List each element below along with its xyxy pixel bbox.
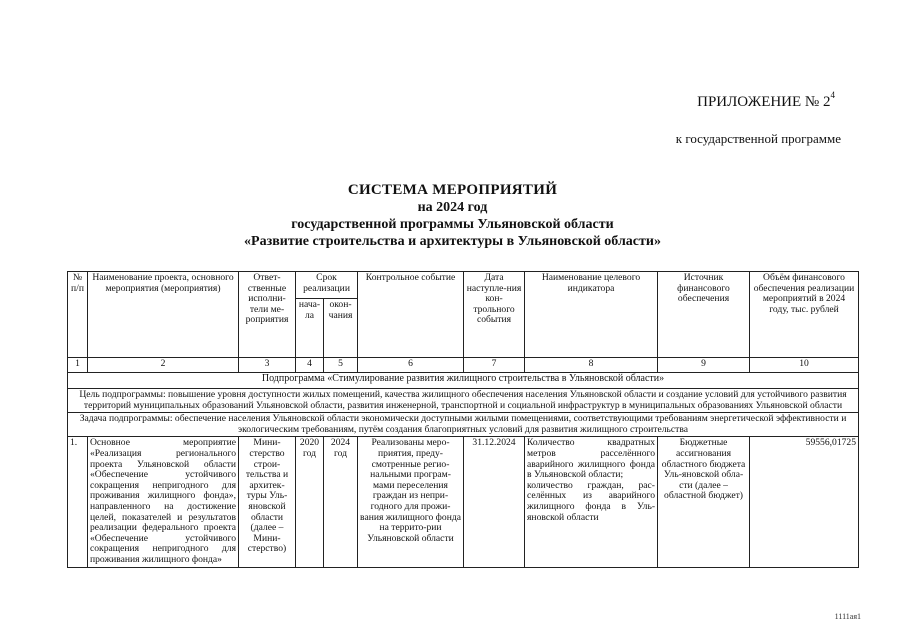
subprogram-goal: Цель подпрограммы: повышение уровня доступности жилых помещений, качества жилищного обеспечения населения Ульяновской области и создание условий для устойчивого развития территорий муниципальных образований Ульяновской области, развития инженерной, транспортной и социальной инфраструктур в муниципальных образованиях Ульяновской области [68,389,859,413]
appendix-superscript: 4 [830,90,835,100]
row-date: 31.12.2024 [464,437,525,567]
header-source: Источник финансового обеспечения [658,272,750,358]
subprogram-title: Подпрограмма «Стимулирование развития жилищного строительства в Ульяновской области» [68,373,859,389]
row-end: 2024 год [324,437,358,567]
column-number: 2 [88,358,239,373]
row-indicator [525,437,658,567]
header-amount: Объём финансового обеспечения реализации мероприятий в 2024 году, тыс. рублей [750,272,859,358]
task-row [68,413,859,437]
row-indicator-1: Количество квадратных метров расселённого аварийного жилищного фонда в Ульяновской области; [527,437,656,481]
header-num: № п/п [68,272,88,358]
title-line-2: на 2024 год [417,200,488,215]
events-table [67,271,859,568]
appendix-label: ПРИЛОЖЕНИЕ № $2^4$ [697,90,835,110]
header-row [68,272,859,299]
header-start: нача-ла [296,299,324,358]
row-start: 2020 год [296,437,324,567]
column-number: 6 [358,358,464,373]
header-responsible: Ответ-ственные исполни-тели ме-роприятия [239,272,296,358]
header-indicator: Наименование целевого индикатора [525,272,658,358]
goal-row [68,389,859,413]
header-event: Контрольное событие [358,272,464,358]
subprogram-row [68,373,859,389]
subprogram-task: Задача подпрограммы: обеспечение населения Ульяновской области экономически доступными жилыми помещениями, соответствующими требованиям энергетической эффективности и экологическим требованиям, путём создания благоприятных условий для развития жилищного строительства [68,413,859,437]
row-event: Реализованы меро-приятия, преду-смотренные регио-нальными програм-мами переселения граждан из непри-годного для прожи-вания жилищного фонда на террито-рии Ульяновской области [358,437,464,567]
row-amount: 59556,01725 [750,437,859,567]
column-number: 1 [68,358,88,373]
header-end: окон-чания [324,299,358,358]
row-name: Основное мероприятие «Реализация регионального проекта Ульяновской области «Обеспечение устойчивого сокращения непригодного для проживания жилищного фонда», направленного на достижение целей, показателей и результатов реализации федерального проекта «Обеспечение устойчивого сокращения непригодного для проживания жилищного фонда» [88,437,239,567]
column-number: 7 [464,358,525,373]
header-name: Наименование проекта, основного мероприятия (мероприятия) [88,272,239,358]
column-number: 9 [658,358,750,373]
appendix-subtitle: к государственной программе [675,131,841,146]
title-line-4: «Развитие строительства и архитектуры в Ульяновской области» [244,234,661,249]
column-number: 8 [525,358,658,373]
header-date: Дата наступле-ния кон-трольного события [464,272,525,358]
row-source: Бюджетные ассигнования областного бюджета Уль-яновской обла-сти (далее – областной бюджет) [658,437,750,567]
row-num: 1. [68,437,88,567]
header-term: Срок реализации [296,272,358,299]
column-number: 10 [750,358,859,373]
title-line-1: СИСТЕМА МЕРОПРИЯТИЙ [347,182,558,198]
column-number-row [68,358,859,373]
document-title [0,182,905,250]
column-number: 5 [324,358,358,373]
column-number: 4 [296,358,324,373]
row-responsible: Мини-стерство строи-тельства и архитек-туры Уль-яновской области (далее – Мини-стерство) [239,437,296,567]
title-line-3: государственной программы Ульяновской области [291,217,614,232]
row-indicator-2: количество граждан, рас-селённых из аварийного жилищного фонда в Уль-яновской области [527,479,656,523]
table-row [68,437,859,567]
column-number: 3 [239,358,296,373]
footer-code: 1111ая1 [834,612,861,621]
